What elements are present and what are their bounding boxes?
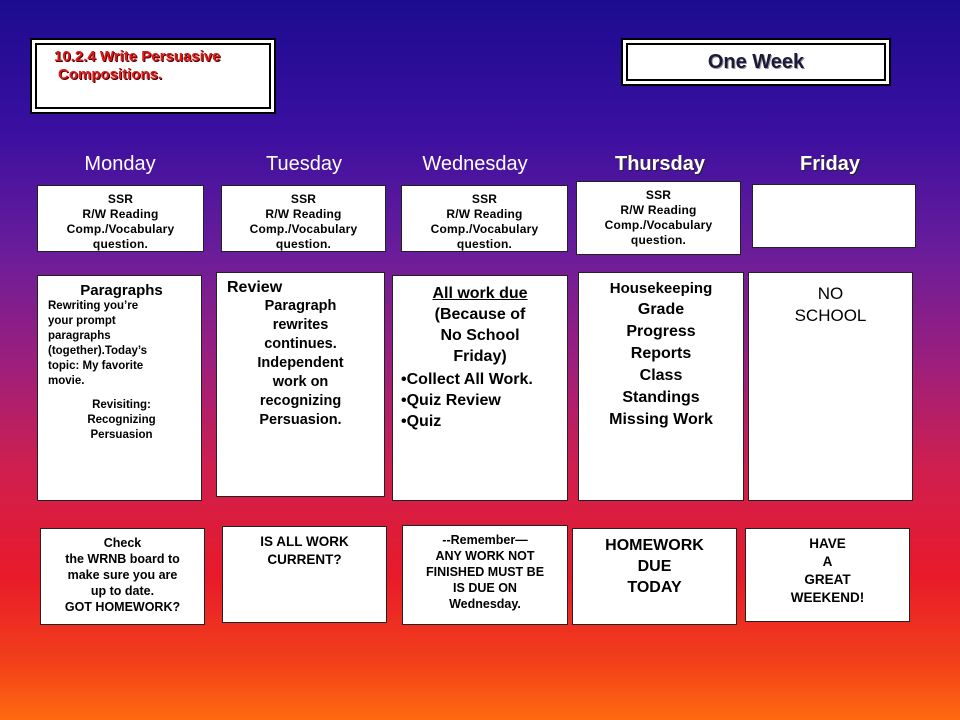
bottom-note-friday [745, 528, 910, 622]
note-line: ANY WORK NOT [435, 549, 535, 563]
thursday-content [578, 272, 744, 501]
monday-body-line: your prompt [48, 315, 116, 327]
note-line: DUE [637, 558, 672, 575]
note-line: A [822, 554, 833, 569]
note-line: Wednesday. [449, 597, 521, 611]
ssr-line: question. [456, 237, 513, 251]
ssr-line: R/W Reading [620, 203, 697, 217]
monday-content [37, 275, 202, 501]
monday-revisit-line: Recognizing [87, 414, 156, 426]
standard-line-2: Compositions. [58, 66, 163, 83]
note-line: make sure you are [67, 568, 178, 582]
note-line: HAVE [809, 536, 846, 551]
note-line: --Remember— [442, 533, 528, 547]
day-header-friday: Friday [799, 153, 861, 175]
ssr-line: question. [275, 237, 332, 251]
friday-line: SCHOOL [794, 306, 867, 325]
day-header-thursday: Thursday [614, 153, 706, 175]
tuesday-body-line: work on [272, 374, 329, 390]
monday-title: Paragraphs [80, 282, 163, 299]
ssr-box-thursday [576, 181, 741, 255]
note-line: GREAT [804, 572, 851, 587]
monday-revisit-line: Persuasion [90, 429, 153, 441]
note-line: CURRENT? [267, 552, 342, 567]
friday-content [748, 272, 913, 501]
bottom-note-monday [40, 528, 205, 625]
wednesday-bullet: •Quiz Review [401, 392, 501, 409]
bottom-note-thursday [572, 528, 737, 625]
ssr-box-wednesday [401, 185, 568, 252]
tuesday-body-line: recognizing [259, 393, 342, 409]
thursday-line: Standings [622, 389, 700, 406]
tuesday-body-line: Independent [257, 355, 344, 371]
ssr-line: Comp./Vocabulary [66, 222, 175, 236]
note-line: IS DUE ON [453, 581, 517, 595]
monday-body-line: topic: My favorite [48, 360, 144, 372]
thursday-line: Missing Work [609, 411, 713, 428]
note-line: the WRNB board to [65, 552, 180, 566]
ssr-line: Comp./Vocabulary [430, 222, 539, 236]
friday-line: NO [817, 284, 844, 303]
ssr-line: SSR [290, 192, 317, 206]
monday-body-line: (together).Today’s [48, 345, 148, 357]
ssr-line: SSR [107, 192, 134, 206]
wednesday-bullet: •Collect All Work. [401, 371, 533, 388]
monday-body-line: Rewriting you’re [48, 300, 139, 312]
ssr-line: R/W Reading [82, 207, 159, 221]
note-line: HOMEWORK [605, 537, 704, 554]
standard-line-1: 10.2.4 Write Persuasive [54, 48, 221, 65]
ssr-line: question. [630, 233, 687, 247]
tuesday-body-line: Paragraph [264, 298, 337, 314]
monday-body-line: movie. [48, 375, 85, 387]
tuesday-body-line: rewrites [272, 317, 329, 333]
day-header-wednesday: Wednesday [422, 153, 528, 175]
note-line: TODAY [627, 579, 682, 596]
ssr-line: R/W Reading [446, 207, 523, 221]
day-header-tuesday: Tuesday [266, 153, 342, 175]
ssr-line: SSR [471, 192, 498, 206]
thursday-line: Reports [630, 345, 692, 362]
monday-body-line: paragraphs [48, 330, 111, 342]
wednesday-title: All work due [432, 285, 528, 302]
wednesday-content [392, 275, 568, 501]
bottom-note-wednesday [402, 525, 568, 625]
day-header-monday: Monday [84, 153, 156, 175]
period-box: One Week [621, 38, 891, 86]
thursday-line: Grade [637, 301, 685, 318]
standard-box [30, 38, 276, 114]
note-line: Check [103, 536, 142, 550]
tuesday-title: Review [227, 279, 283, 296]
wednesday-body-line: No School [440, 327, 520, 344]
ssr-line: Comp./Vocabulary [604, 218, 713, 232]
ssr-box-friday-empty [752, 184, 916, 248]
ssr-box-tuesday [221, 185, 386, 252]
ssr-line: Comp./Vocabulary [249, 222, 358, 236]
tuesday-body-line: Persuasion. [259, 412, 342, 428]
ssr-line: question. [92, 237, 149, 251]
wednesday-body-line: Friday) [453, 348, 507, 365]
monday-revisit-line: Revisiting: [92, 399, 151, 411]
note-line: IS ALL WORK [260, 534, 349, 549]
bottom-note-tuesday [222, 526, 387, 623]
thursday-line: Progress [626, 323, 696, 340]
thursday-line: Housekeeping [609, 280, 713, 297]
tuesday-body-line: continues. [264, 336, 337, 352]
note-line: WEEKEND! [790, 590, 865, 605]
ssr-line: SSR [645, 188, 672, 202]
note-line: up to date. [90, 584, 155, 598]
ssr-line: R/W Reading [265, 207, 342, 221]
note-line: FINISHED MUST BE [425, 565, 545, 579]
thursday-line: Class [639, 367, 683, 384]
wednesday-body-line: (Because of [434, 306, 526, 323]
wednesday-bullet: •Quiz [401, 413, 442, 430]
ssr-box-monday [37, 185, 204, 252]
note-line: GOT HOMEWORK? [64, 600, 181, 614]
tuesday-content [216, 272, 385, 497]
